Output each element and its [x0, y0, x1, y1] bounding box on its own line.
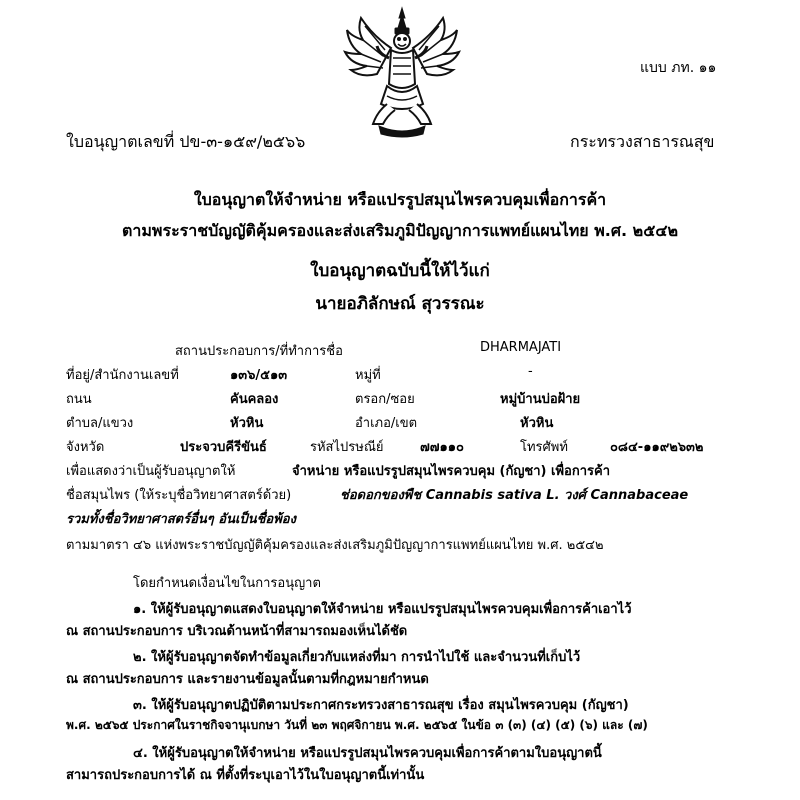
- licensee-name: นายอภิลักษณ์ สุวรรณะ: [315, 294, 485, 314]
- condition-3-line1: ๓. ให้ผู้รับอนุญาตปฏิบัติตามประกาศกระทรวงสาธารณสุข เรื่อง สมุนไพรควบคุม (กัญชา): [133, 698, 629, 713]
- condition-2-line2: ณ สถานประกอบการ และรายงานข้อมูลนั้นตามที่กฎหมายกำหนด: [66, 672, 429, 687]
- condition-2-line1: ๒. ให้ผู้รับอนุญาตจัดทำข้อมูลเกี่ยวกับแหล่งที่มา การนำไปใช้ และจำนวนที่เก็บไว้: [133, 650, 581, 665]
- postcode-label: รหัสไปรษณีย์: [310, 440, 384, 455]
- herb-label: ชื่อสมุนไพร (ให้ระบุชื่อวิทยาศาสตร์ด้วย): [66, 488, 292, 503]
- condition-1-line1-row: [0, 598, 800, 618]
- condition-2-line1-row: [0, 646, 800, 666]
- form-code: แบบ ภท. ๑๑: [640, 60, 717, 76]
- ministry-name: กระทรวงสาธารณสุข: [570, 132, 715, 151]
- document-title-line1: ใบอนุญาตให้จำหน่าย หรือแปรรูปสมุนไพรควบคุมเพื่อการค้า: [193, 190, 607, 209]
- road-label: ถนน: [66, 392, 92, 407]
- legal-basis: ตามมาตรา ๔๖ แห่งพระราชบัญญัติคุ้มครองและส่งเสริมภูมิปัญญาการแพทย์แผนไทย พ.ศ. ๒๕๔๒: [66, 538, 604, 553]
- purpose-value: จำหน่าย หรือแปรรูปสมุนไพรควบคุม (กัญชา) เพื่อการค้า: [292, 464, 610, 479]
- conditions-heading-row: [0, 572, 800, 592]
- condition-4-line1-row: [0, 742, 800, 762]
- herb-synonyms-row: [0, 508, 800, 528]
- condition-3-line1-row: [0, 694, 800, 714]
- condition-1-line1: ๑. ให้ผู้รับอนุญาตแสดงใบอนุญาตให้จำหน่าย หรือแปรรูปสมุนไพรควบคุมเพื่อการค้าเอาไว้: [133, 602, 632, 617]
- phone-label: โทรศัพท์: [520, 440, 568, 455]
- condition-4-line2: สามารถประกอบการได้ ณ ที่ตั้งที่ระบุเอาไว้ในใบอนุญาตนี้เท่านั้น: [66, 768, 425, 783]
- purpose-row: [0, 460, 800, 480]
- issued-to-label: ใบอนุญาตฉบับนี้ให้ไว้แก่: [310, 261, 490, 281]
- soi-label: ตรอก/ซอย: [355, 392, 415, 407]
- subdistrict-label: ตำบล/แขวง: [66, 416, 134, 431]
- condition-1-line2-row: [0, 620, 800, 640]
- herb-value: ช่อดอกของพืช Cannabis sativa L. วงศ์ Cannabaceae: [340, 488, 689, 503]
- herb-synonyms: รวมทั้งชื่อวิทยาศาสตร์อื่นๆ อันเป็นชื่อพ้อง: [66, 512, 296, 527]
- document-title-line2: ตามพระราชบัญญัติคุ้มครองและส่งเสริมภูมิปัญญาการแพทย์แผนไทย พ.ศ. ๒๕๔๒: [122, 221, 678, 240]
- address-number-value: ๑๓๖/๕๑๓: [230, 368, 288, 383]
- province-value: ประจวบคีรีขันธ์: [180, 440, 267, 455]
- soi-value: หมู่บ้านบ่อฝ้าย: [500, 392, 581, 407]
- district-label: อำเภอ/เขต: [355, 416, 418, 431]
- province-label: จังหวัด: [66, 440, 105, 455]
- phone-value: ๐๘๔-๑๑๙๒๖๓๒: [610, 440, 704, 455]
- moo-value: -: [528, 364, 533, 379]
- address-row-1: [0, 364, 800, 384]
- road-value: คันคลอง: [230, 392, 279, 407]
- address-number-label: ที่อยู่/สำนักงานเลขที่: [66, 368, 179, 383]
- purpose-label: เพื่อแสดงว่าเป็นผู้รับอนุญาตให้: [66, 464, 236, 479]
- establishment-row: [0, 340, 800, 360]
- herb-row: [0, 484, 800, 504]
- condition-3-line2: พ.ศ. ๒๕๖๕ ประกาศในราชกิจจานุเบกษา วันที่ ๒๓ พฤศจิกายน พ.ศ. ๒๕๖๕ ในข้อ ๓ (๓) (๔) (๕) (๖) และ (๗): [66, 718, 648, 732]
- condition-1-line2: ณ สถานประกอบการ บริเวณด้านหน้าที่สามารถมองเห็นได้ชัด: [66, 624, 408, 639]
- condition-2-line2-row: [0, 668, 800, 688]
- garuda-emblem: [343, 6, 461, 138]
- condition-3-line2-row: [0, 716, 800, 736]
- conditions-heading: โดยกำหนดเงื่อนไขในการอนุญาต: [133, 576, 321, 591]
- moo-label: หมู่ที่: [355, 368, 381, 383]
- legal-basis-row: [0, 534, 800, 554]
- condition-4-line2-row: [0, 764, 800, 784]
- address-row-4: [0, 436, 800, 456]
- postcode-value: ๗๗๑๑๐: [420, 440, 464, 455]
- address-row-3: [0, 412, 800, 432]
- establishment-value: DHARMAJATI: [480, 340, 562, 355]
- address-row-2: [0, 388, 800, 408]
- condition-4-line1: ๔. ให้ผู้รับอนุญาตให้จำหน่าย หรือแปรรูปสมุนไพรควบคุมเพื่อการค้าตามใบอนุญาตนี้: [133, 746, 602, 761]
- license-number: ใบอนุญาตเลขที่ ปข-๓-๑๕๙/๒๕๖๖: [66, 132, 306, 151]
- district-value: หัวหิน: [520, 416, 554, 431]
- subdistrict-value: หัวหิน: [230, 416, 264, 431]
- establishment-label: สถานประกอบการ/ที่ทำการชื่อ: [175, 344, 343, 359]
